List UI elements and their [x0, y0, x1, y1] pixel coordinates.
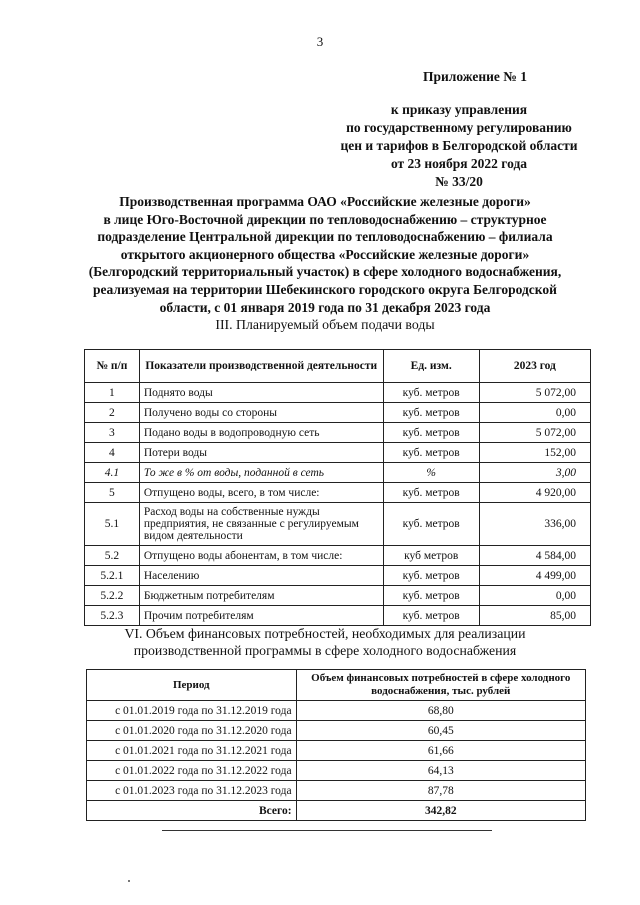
col-header-indicator: Показатели производственной деятельности — [139, 350, 383, 383]
heading-line: Производственная программа ОАО «Российские железные дороги» — [119, 194, 531, 209]
table-header-row — [87, 670, 586, 701]
row-number: 5.2.2 — [85, 586, 140, 606]
table-header-row — [85, 350, 591, 383]
table-row — [87, 721, 586, 741]
row-unit: куб. метров — [383, 423, 479, 443]
appendix-line: по государственному регулированию — [346, 120, 572, 135]
row-number: 2 — [85, 403, 140, 423]
row-amount: 87,78 — [296, 781, 585, 801]
row-amount: 68,80 — [296, 701, 585, 721]
appendix-block — [320, 101, 598, 191]
row-number: 5.2.1 — [85, 566, 140, 586]
table-row — [87, 781, 586, 801]
table-row — [85, 383, 591, 403]
appendix-line: к приказу управления — [390, 102, 528, 117]
row-value: 4 499,00 — [479, 566, 590, 586]
row-number: 3 — [85, 423, 140, 443]
total-amount: 342,82 — [296, 801, 585, 821]
appendix-line: от 23 ноября 2022 года — [390, 156, 528, 171]
row-value: 4 584,00 — [479, 546, 590, 566]
row-value: 5 072,00 — [479, 423, 590, 443]
row-indicator: Потери воды — [139, 443, 383, 463]
col-header-number: № п/п — [85, 350, 140, 383]
row-period: с 01.01.2021 года по 31.12.2021 года — [87, 741, 297, 761]
table-row — [85, 443, 591, 463]
row-value: 4 920,00 — [479, 483, 590, 503]
row-unit: куб. метров — [383, 566, 479, 586]
appendix-line: цен и тарифов в Белгородской области — [340, 138, 578, 153]
table-row — [85, 503, 591, 546]
scan-speck — [128, 880, 130, 882]
heading-line: реализуемая на территории Шебекинского городского округа Белгородской — [93, 281, 557, 297]
table-row — [87, 701, 586, 721]
row-indicator: То же в % от воды, поданной в сеть — [139, 463, 383, 483]
appendix-line: № 33/20 — [435, 174, 483, 189]
table-row — [87, 741, 586, 761]
row-amount: 61,66 — [296, 741, 585, 761]
row-number: 5.2 — [85, 546, 140, 566]
appendix-title: Приложение № 1 — [423, 69, 527, 84]
row-indicator: Поднято воды — [139, 383, 383, 403]
row-indicator: Прочим потребителям — [139, 606, 383, 626]
row-unit: куб. метров — [383, 483, 479, 503]
row-period: с 01.01.2022 года по 31.12.2022 года — [87, 761, 297, 781]
row-number: 5.1 — [85, 503, 140, 546]
row-value: 152,00 — [479, 443, 590, 463]
row-indicator: Получено воды со стороны — [139, 403, 383, 423]
col-header-period: Период — [87, 670, 297, 701]
row-unit: куб. метров — [383, 443, 479, 463]
section6-title — [60, 625, 590, 659]
col-header-year: 2023 год — [479, 350, 590, 383]
total-row — [87, 801, 586, 821]
row-value: 0,00 — [479, 586, 590, 606]
row-indicator: Отпущено воды, всего, в том числе: — [139, 483, 383, 503]
row-value: 85,00 — [479, 606, 590, 626]
row-period: с 01.01.2020 года по 31.12.2020 года — [87, 721, 297, 741]
row-unit: куб. метров — [383, 403, 479, 423]
total-label: Всего: — [87, 801, 297, 821]
section3-title: III. Планируемый объем подачи воды — [215, 317, 435, 332]
page-number: 3 — [316, 34, 324, 49]
heading-line: области, с 01 января 2019 года по 31 декабря 2023 года — [159, 299, 491, 315]
table-row — [85, 483, 591, 503]
row-number: 4.1 — [85, 463, 140, 483]
row-unit: куб. метров — [383, 503, 479, 546]
row-indicator: Бюджетным потребителям — [139, 586, 383, 606]
row-indicator: Расход воды на собственные нужды предприятия, не связанные с регулируемым видом деятельности — [139, 503, 383, 546]
row-number: 4 — [85, 443, 140, 463]
table-row — [85, 586, 591, 606]
section6-title-line: VI. Объем финансовых потребностей, необходимых для реализации — [124, 626, 526, 641]
program-heading — [60, 193, 590, 316]
row-value: 5 072,00 — [479, 383, 590, 403]
row-value: 0,00 — [479, 403, 590, 423]
heading-line: открытого акционерного общества «Российские железные дороги» — [120, 246, 530, 262]
row-amount: 60,45 — [296, 721, 585, 741]
row-indicator: Отпущено воды абонентам, в том числе: — [139, 546, 383, 566]
heading-line: подразделение Центральной дирекции по тепловодоснабжению – филиала — [97, 229, 553, 245]
heading-line: в лице Юго-Восточной дирекции по тепловодоснабжению – структурное — [103, 211, 547, 227]
financial-needs-table — [86, 669, 586, 821]
row-value: 336,00 — [479, 503, 590, 546]
row-period: с 01.01.2019 года по 31.12.2019 года — [87, 701, 297, 721]
bottom-divider — [162, 830, 492, 831]
section6-title-line: производственной программы в сфере холодного водоснабжения — [133, 643, 517, 658]
row-indicator: Подано воды в водопроводную сеть — [139, 423, 383, 443]
row-number: 1 — [85, 383, 140, 403]
row-indicator: Населению — [139, 566, 383, 586]
row-unit: % — [383, 463, 479, 483]
row-unit: куб. метров — [383, 586, 479, 606]
table-row — [85, 606, 591, 626]
row-period: с 01.01.2023 года по 31.12.2023 года — [87, 781, 297, 801]
table-row — [85, 566, 591, 586]
table-row — [85, 463, 591, 483]
heading-line: (Белгородский территориальный участок) в сфере холодного водоснабжения, — [88, 264, 562, 280]
row-value: 3,00 — [479, 463, 590, 483]
table-row — [85, 403, 591, 423]
row-number: 5.2.3 — [85, 606, 140, 626]
col-header-unit: Ед. изм. — [383, 350, 479, 383]
row-unit: куб метров — [383, 546, 479, 566]
row-number: 5 — [85, 483, 140, 503]
row-unit: куб. метров — [383, 606, 479, 626]
water-supply-table — [84, 349, 591, 626]
row-unit: куб. метров — [383, 383, 479, 403]
table-row — [85, 423, 591, 443]
col-header-financial-volume: Объем финансовых потребностей в сфере холодного водоснабжения, тыс. рублей — [296, 670, 585, 701]
row-amount: 64,13 — [296, 761, 585, 781]
table-row — [85, 546, 591, 566]
table-row — [87, 761, 586, 781]
